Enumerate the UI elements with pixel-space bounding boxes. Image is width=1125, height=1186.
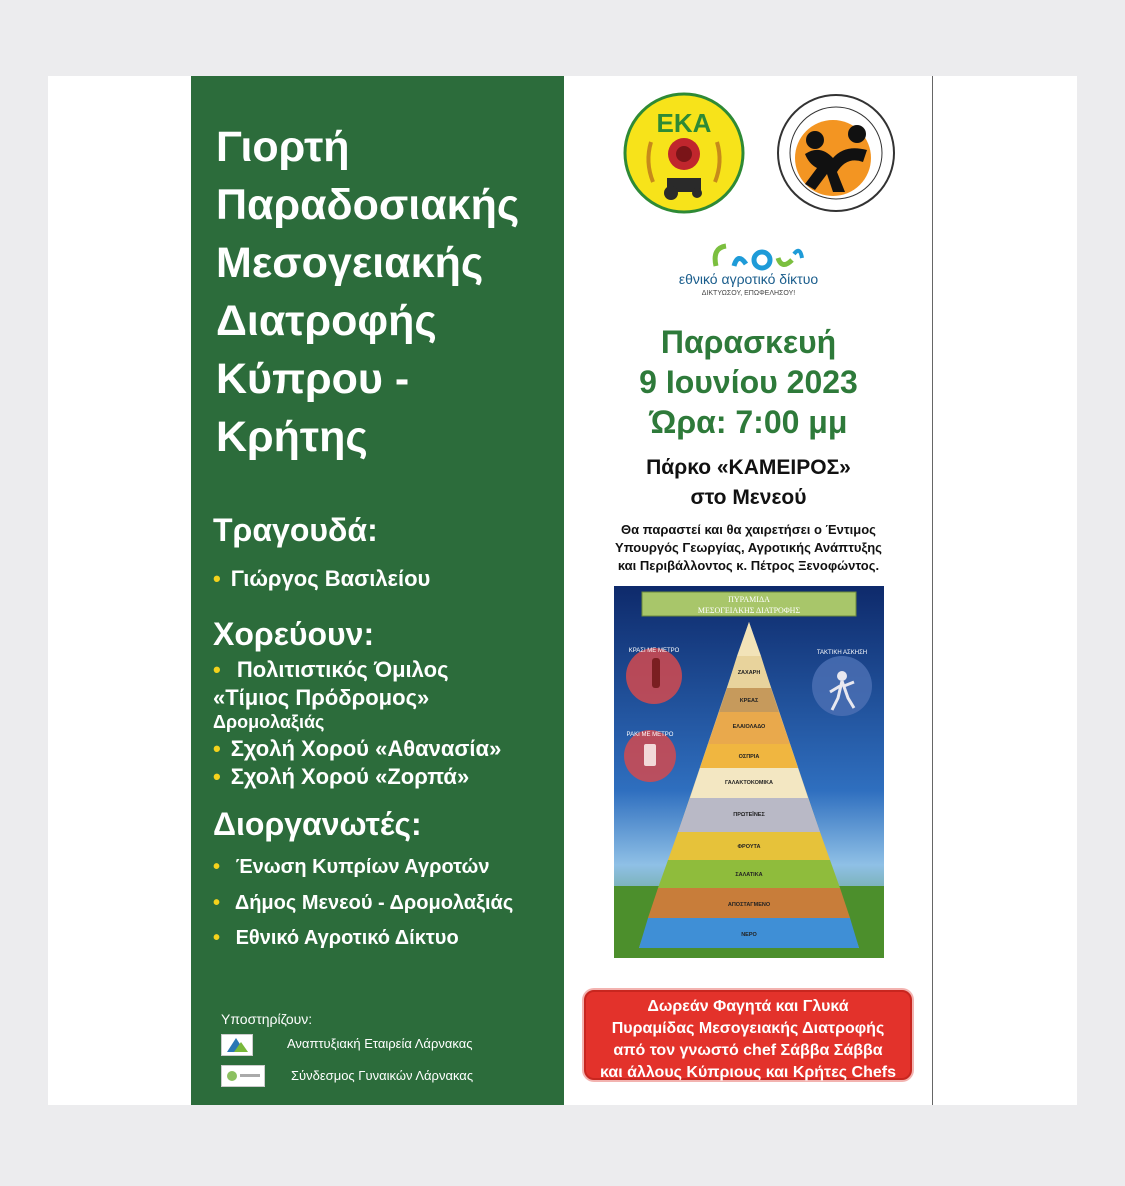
pyramid-side-label: ΤΑΚΤΙΚΗ ΑΣΚΗΣΗ [816, 650, 868, 656]
pyramid-title: ΠΥΡΑΜΙΔΑ [728, 595, 770, 604]
pyramid-level-label: ΝΕΡΟ [741, 932, 757, 938]
free-food-line: Πυραμίδας Μεσογειακής Διατροφής [611, 1020, 885, 1037]
title-line: Κύπρου - [216, 355, 410, 403]
organizer-item: • Ένωση Κυπρίων Αγροτών [213, 856, 490, 878]
pyramid-side-label: ΡΑΚΙ ΜΕ ΜΕΤΡΟ [626, 732, 674, 738]
dancer-item-line: «Τίμιος Πρόδρομος» [213, 685, 430, 710]
supporter-item: Αναπτυξιακή Εταιρεία Λάρνακας [287, 1036, 473, 1051]
free-food-line: από τον γνωστό chef Σάββα Σάββα [613, 1042, 883, 1059]
supporter-logo [221, 1065, 265, 1087]
food-pyramid-image [614, 586, 884, 958]
minister-line: Θα παραστεί και θα χαιρετήσει ο Έντιμος [621, 522, 876, 537]
free-food-line: και άλλους Κύπριους και Κρήτες Chefs [599, 1064, 896, 1081]
title-line: Γιορτή [216, 123, 350, 171]
event-poster [191, 76, 933, 1105]
event-title [216, 118, 561, 466]
dancer-item: • Σχολή Χορού «Ζορπά» [213, 764, 470, 789]
minister-line: Υπουργός Γεωργίας, Αγροτικής Ανάπτυξης [615, 540, 882, 555]
minister-line: και Περιβάλλοντος κ. Πέτρος Ξενοφώντος. [617, 558, 880, 573]
organizer-item: • Εθνικό Αγροτικό Δίκτυο [213, 927, 459, 949]
dancers-heading: Χορεύουν: [213, 616, 375, 652]
pyramid-level-label: ΦΡΟΥΤΑ [737, 844, 761, 850]
organizers-heading: Διοργανωτές: [213, 806, 422, 842]
municipality-logo [775, 92, 897, 214]
pyramid-level-label: ΣΑΛΑΤΙΚΑ [735, 872, 763, 878]
poster-left-panel [191, 76, 564, 1105]
network-name: εθνικό αγροτικό δίκτυο [678, 271, 819, 287]
supporter-item: Σύνδεσμος Γυναικών Λάρνακας [291, 1068, 474, 1083]
organizer-item: • Δήμος Μενεού - Δρομολαξιάς [213, 892, 514, 914]
pyramid-side-label: ΚΡΑΣΙ ΜΕ ΜΕΤΡΟ [628, 648, 680, 654]
free-food-line: Δωρεάν Φαγητά και Γλυκά [647, 998, 849, 1015]
pyramid-level-label: ΓΑΛΑΚΤΟΚΟΜΙΚΑ [725, 780, 773, 786]
rural-network-logo [708, 236, 808, 276]
pyramid-level-label: ΚΡΕΑΣ [739, 698, 759, 704]
dancer-item-line: Δρομολαξιάς [213, 712, 325, 732]
supporter-logo [221, 1034, 253, 1056]
pyramid-title: ΜΕΣΟΓΕΙΑΚΗΣ ΔΙΑΤΡΟΦΗΣ [697, 606, 801, 615]
event-day: Παρασκευή [660, 324, 837, 360]
event-date: 9 Ιουνίου 2023 [639, 364, 858, 400]
pyramid-level-label: ΟΣΠΡΙΑ [738, 754, 760, 760]
free-food-banner [584, 990, 912, 1080]
supporters-heading: Υποστηρίζουν: [221, 1011, 313, 1027]
singer-item: • Γιώργος Βασιλείου [213, 566, 431, 591]
pyramid-level-label: ΑΠΟΣΤΑΓΜΕΝΟ [727, 902, 771, 908]
network-tagline: ΔΙΚΤΥΩΣΟΥ, ΕΠΩΦΕΛΗΣΟΥ! [701, 290, 796, 297]
venue-line: στο Μενεού [690, 486, 807, 509]
dancer-item: • Πολιτιστικός Όμιλος [213, 657, 449, 682]
pyramid-level-label: ΖΑΧΑΡΗ [737, 670, 761, 676]
title-line: Παραδοσιακής [216, 181, 520, 229]
poster-right-panel [564, 76, 933, 1105]
eka-logo [623, 92, 745, 214]
dancer-item: • Σχολή Χορού «Αθανασία» [213, 736, 502, 761]
title-line: Διατροφής [216, 297, 437, 345]
title-line: Μεσογειακής [216, 239, 484, 287]
venue-line: Πάρκο «ΚΑΜΕΙΡΟΣ» [646, 456, 851, 479]
title-line: Κρήτης [216, 413, 368, 461]
eka-logo-text: ΕΚΑ [656, 108, 712, 138]
singers-heading: Τραγουδά: [213, 512, 378, 548]
pyramid-level-label: ΠΡΩΤΕΪΝΕΣ [733, 812, 765, 818]
pyramid-level-label: ΕΛΑΙΟΛΑΔΟ [732, 724, 766, 730]
event-time: Ώρα: 7:00 μμ [649, 404, 848, 440]
